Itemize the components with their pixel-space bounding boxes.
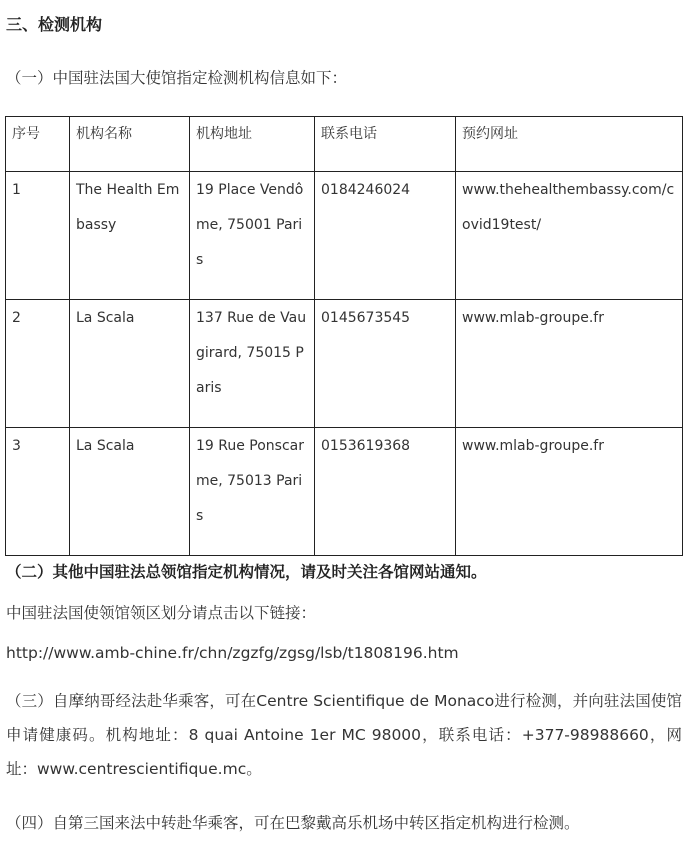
table-header-row: [6, 117, 683, 172]
subsection-2-title: （二）其他中国驻法总领馆指定机构情况，请及时关注各馆网站通知。: [6, 563, 487, 581]
subsection-3-text: （三）自摩纳哥经法赴华乘客，可在Centre Scientifique de Monaco进行检测，并向驻法国使馆申请健康码。机构地址：8 quai Antoine 1er MC 98000，联系电话：+377-98988660，网址：www.centrescientifique.mc。: [6, 692, 682, 778]
header-address: 机构地址: [190, 117, 315, 172]
header-name: 机构名称: [70, 117, 190, 172]
header-number: 序号: [6, 117, 70, 172]
cell-name: La Scala: [70, 300, 190, 428]
table-row: [6, 172, 683, 300]
cell-url: www.thehealthembassy.com/covid19test/: [456, 172, 683, 300]
subsection-4-text: （四）自第三国来法中转赴华乘客，可在巴黎戴高乐机场中转区指定机构进行检测。: [6, 814, 580, 832]
cell-number: 2: [6, 300, 70, 428]
cell-name: La Scala: [70, 428, 190, 556]
header-booking-url: 预约网址: [456, 117, 683, 172]
cell-address: 19 Place Vendôme, 75001 Paris: [190, 172, 315, 300]
table-row: [6, 300, 683, 428]
cell-url: www.mlab-groupe.fr: [456, 428, 683, 556]
cell-phone: 0184246024: [315, 172, 456, 300]
cell-number: 3: [6, 428, 70, 556]
cell-name: The Health Embassy: [70, 172, 190, 300]
header-phone: 联系电话: [315, 117, 456, 172]
consulate-districts-link[interactable]: http://www.amb-chine.fr/chn/zgzfg/zgsg/lsb/t1808196.htm: [6, 644, 459, 662]
consulate-districts-text: 中国驻法国使领馆领区划分请点击以下链接：: [6, 604, 317, 622]
cell-phone: 0153619368: [315, 428, 456, 556]
intro-text: （一）中国驻法国大使馆指定检测机构信息如下：: [6, 69, 348, 87]
testing-institutions-table: [5, 116, 683, 556]
table-row: [6, 428, 683, 556]
cell-address: 137 Rue de Vaugirard, 75015 Paris: [190, 300, 315, 428]
cell-phone: 0145673545: [315, 300, 456, 428]
cell-url: www.mlab-groupe.fr: [456, 300, 683, 428]
section-heading: 三、检测机构: [6, 15, 103, 34]
cell-number: 1: [6, 172, 70, 300]
cell-address: 19 Rue Ponscarme, 75013 Paris: [190, 428, 315, 556]
